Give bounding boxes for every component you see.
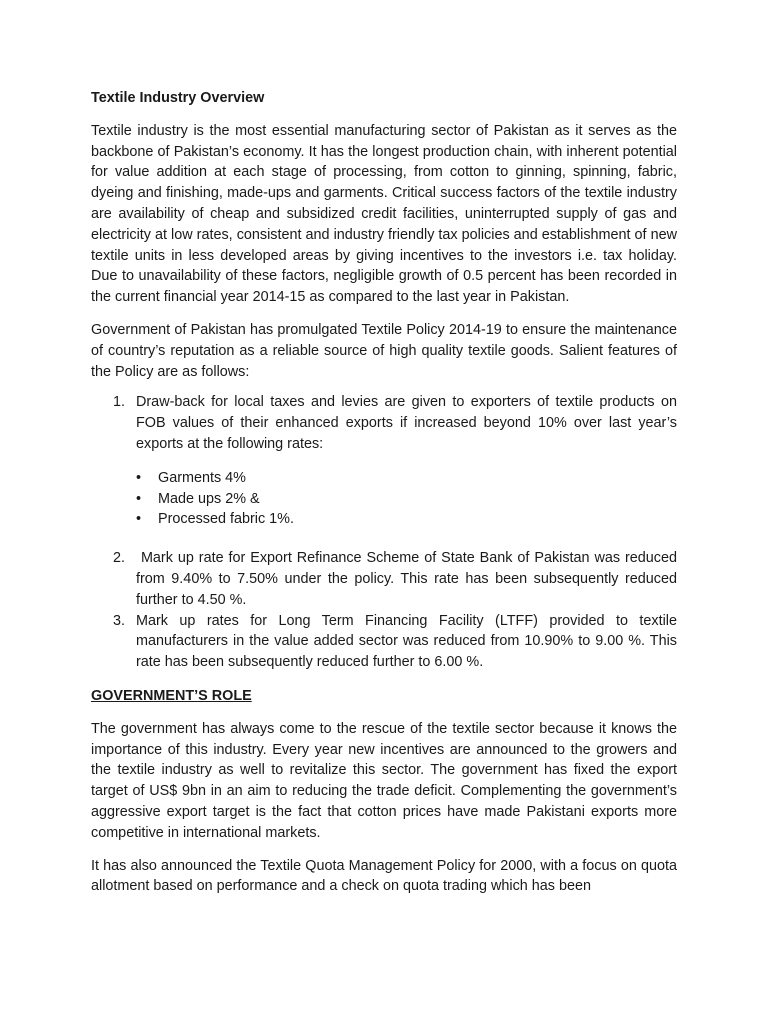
bullet-icon: • — [136, 490, 142, 507]
list-item-text: Mark up rate for Export Refinance Scheme of State Bank of Pakistan was reduced from 9.40% to 7.50% under the policy. This rate has been subsequently reduced further to 4.50 %. — [136, 550, 681, 608]
paragraph-overview: Textile industry is the most essential manufacturing sector of Pakistan as it serves as the backbone of Pakistan’s economy. It has the longest production chain, with inherent potential for value addition at each stage of processing, from cotton to ginning, spinning, fabric, dyeing and finishing, made-ups and garments. Critical success factors of the textile industry are availability of cheap and subsidized credit facilities, uninterrupted supply of gas and electricity at low rates, consistent and industry friendly tax policies and establishment of new textile units in less developed areas by giving incentives to the investors i.e. tax holiday. Due to unavailability of these factors, negligible growth of 0.5 percent has been recorded in the current financial year 2014-15 as compared to the last year in Pakistan. — [91, 122, 677, 306]
paragraph-government-role: The government has always come to the rescue of the textile sector because it knows the importance of this industry. Every year new incentives are announced to the growers and the textile industry as well to revitalize this sector. The government has fixed the export target of US$ 9bn in an aim to reducing the trade deficit. Complementing the government’s aggressive export target is the fact that cotton prices have made Pakistani exports more competitive in international markets. — [91, 720, 677, 841]
paragraph-quota-policy: It has also announced the Textile Quota Management Policy for 2000, with a focus on quota allotment based on performance and a check on quota trading which has been — [91, 857, 677, 895]
list-item — [91, 548, 681, 610]
bullet-item — [136, 468, 677, 489]
policy-features-list — [91, 392, 681, 673]
bullet-text: Processed fabric 1%. — [158, 511, 294, 528]
list-item — [91, 392, 677, 530]
list-item-text: Mark up rates for Long Term Financing Facility (LTFF) provided to textile manufacturers in the value added sector was reduced from 10.90% to 9.00 %. This rate has been subsequently reduced further to 6.00 %. — [136, 612, 677, 671]
list-item-text: Draw-back for local taxes and levies are given to exporters of textile products on FOB values of their enhanced exports if increased beyond 10% over last year’s exports at the following rates: — [136, 394, 677, 452]
list-item — [91, 611, 677, 673]
document-page — [91, 88, 681, 909]
bullet-text: Made ups 2% & — [158, 490, 260, 507]
paragraph-policy-intro: Government of Pakistan has promulgated Textile Policy 2014-19 to ensure the maintenance of country’s reputation as a reliable source of high quality textile goods. Salient features of the Policy are as follows: — [91, 321, 677, 380]
bullet-text: Garments 4% — [158, 469, 246, 486]
bullet-icon: • — [136, 511, 142, 528]
document-title: Textile Industry Overview — [91, 90, 265, 106]
bullet-item — [136, 489, 677, 510]
list-item-number: 3. — [113, 612, 126, 629]
bullet-icon: • — [136, 469, 142, 486]
list-item-number: 2. — [113, 550, 126, 567]
rates-bullet-list — [136, 468, 677, 530]
bullet-item — [136, 509, 677, 530]
section-heading-governments-role: GOVERNMENT’S ROLE — [91, 687, 252, 704]
list-item-number: 1. — [113, 394, 126, 411]
